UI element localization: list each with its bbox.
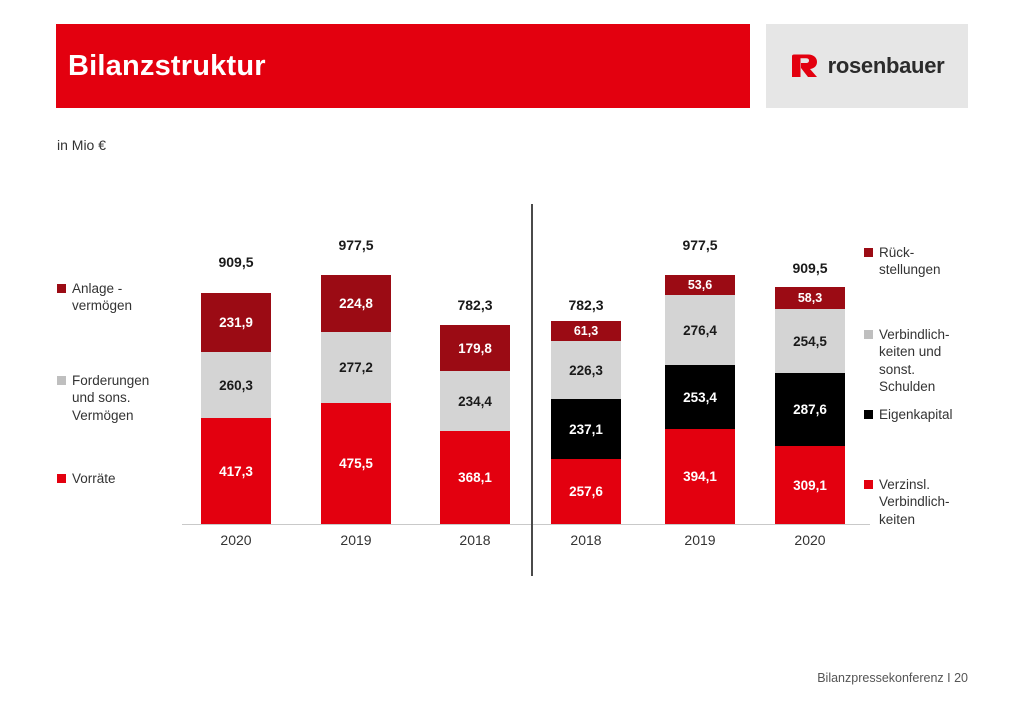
bar-segment-verbindlichkeiten-2018: 226,3	[551, 341, 621, 399]
chart-baseline	[182, 524, 870, 525]
bar-segment-rueckstellungen-2019: 53,6	[665, 275, 735, 295]
bar-segment-rueckstellungen-2020: 58,3	[775, 287, 845, 309]
bar-segment-vorraete-2020: 417,3	[201, 418, 271, 524]
legend-swatch-red-2-icon	[864, 480, 873, 489]
bar-segment-verzinsl-verb-2020: 309,1	[775, 446, 845, 524]
bar-total-p-2019: 977,5	[682, 237, 718, 253]
bar-segment-verzinsl-verb-2018: 257,6	[551, 459, 621, 524]
bar-segment-eigenkapital-2019: 253,4	[665, 365, 735, 429]
bar-segment-anlagevermoegen-2019: 224,8	[321, 275, 391, 332]
legend-item-vorraete	[57, 470, 116, 487]
bar-segment-anlagevermoegen-2018: 179,8	[440, 325, 510, 371]
bar-segment-verbindlichkeiten-2020: 254,5	[775, 309, 845, 373]
x-label-p-2020: 2020	[794, 532, 826, 548]
rosenbauer-r-mark-icon	[790, 53, 820, 79]
bar-segment-forderungen-2020: 260,3	[201, 352, 271, 418]
bar-segment-rueckstellungen-2018: 61,3	[551, 321, 621, 341]
bar-a-2018	[440, 180, 510, 524]
legend-swatch-grey-2-icon	[864, 330, 873, 339]
legend-item-anlagevermoegen	[57, 280, 132, 315]
legend-label-forderungen: Forderungen und sons. Vermögen	[72, 373, 150, 423]
bar-total-p-2018: 782,3	[568, 297, 604, 313]
x-label-a-2019: 2019	[340, 532, 372, 548]
page-title: Bilanzstruktur	[68, 50, 266, 82]
bar-segment-vorraete-2019: 475,5	[321, 403, 391, 524]
slide-footer: Bilanzpressekonferenz I 20	[817, 671, 968, 685]
legend-label-verzinsliche-verbindlichkeiten: Verzinsl. Verbindlich- keiten	[879, 477, 950, 527]
legend-label-rueckstellungen: Rück- stellungen	[879, 245, 941, 278]
x-label-p-2018: 2018	[570, 532, 602, 548]
bar-segment-anlagevermoegen-2020: 231,9	[201, 293, 271, 352]
x-label-a-2018: 2018	[459, 532, 491, 548]
bar-total-a-2018: 782,3	[457, 297, 493, 313]
legend-item-verbindlichkeiten	[864, 326, 950, 395]
bar-total-a-2020: 909,5	[218, 254, 254, 270]
unit-label: in Mio €	[57, 137, 107, 153]
bar-a-2020	[201, 180, 271, 524]
bar-p-2018	[551, 180, 621, 524]
bar-segment-verzinsl-verb-2019: 394,1	[665, 429, 735, 524]
bar-segment-eigenkapital-2018: 237,1	[551, 399, 621, 459]
bar-segment-vorraete-2018: 368,1	[440, 431, 510, 524]
company-logo	[766, 24, 968, 108]
legend-swatch-darkred-2-icon	[864, 248, 873, 257]
legend-label-eigenkapital: Eigenkapital	[879, 407, 953, 422]
legend-item-eigenkapital	[864, 406, 953, 423]
legend-label-verbindlichkeiten: Verbindlich- keiten und sonst. Schulden	[879, 327, 950, 394]
bar-segment-verbindlichkeiten-2019: 276,4	[665, 295, 735, 365]
legend-label-anlagevermoegen: Anlage - vermögen	[72, 281, 133, 314]
legend-item-rueckstellungen	[864, 244, 941, 279]
bar-segment-eigenkapital-2020: 287,6	[775, 373, 845, 446]
bar-a-2019	[321, 180, 391, 524]
legend-item-verzinsliche-verbindlichkeiten	[864, 476, 950, 528]
legend-swatch-black-icon	[864, 410, 873, 419]
legend-swatch-grey-icon	[57, 376, 66, 385]
bar-p-2019	[665, 180, 735, 524]
bar-p-2020	[775, 180, 845, 524]
logo-wordmark: rosenbauer	[827, 53, 945, 78]
panel-divider	[531, 204, 533, 576]
x-label-p-2019: 2019	[684, 532, 716, 548]
bar-total-a-2019: 977,5	[338, 237, 374, 253]
legend-label-vorraete: Vorräte	[72, 471, 116, 486]
bar-segment-forderungen-2018: 234,4	[440, 371, 510, 431]
legend-swatch-darkred-icon	[57, 284, 66, 293]
bar-segment-forderungen-2019: 277,2	[321, 332, 391, 403]
legend-swatch-red-icon	[57, 474, 66, 483]
chart	[0, 180, 1024, 600]
bar-total-p-2020: 909,5	[792, 260, 828, 276]
x-label-a-2020: 2020	[220, 532, 252, 548]
legend-item-forderungen	[57, 372, 149, 424]
